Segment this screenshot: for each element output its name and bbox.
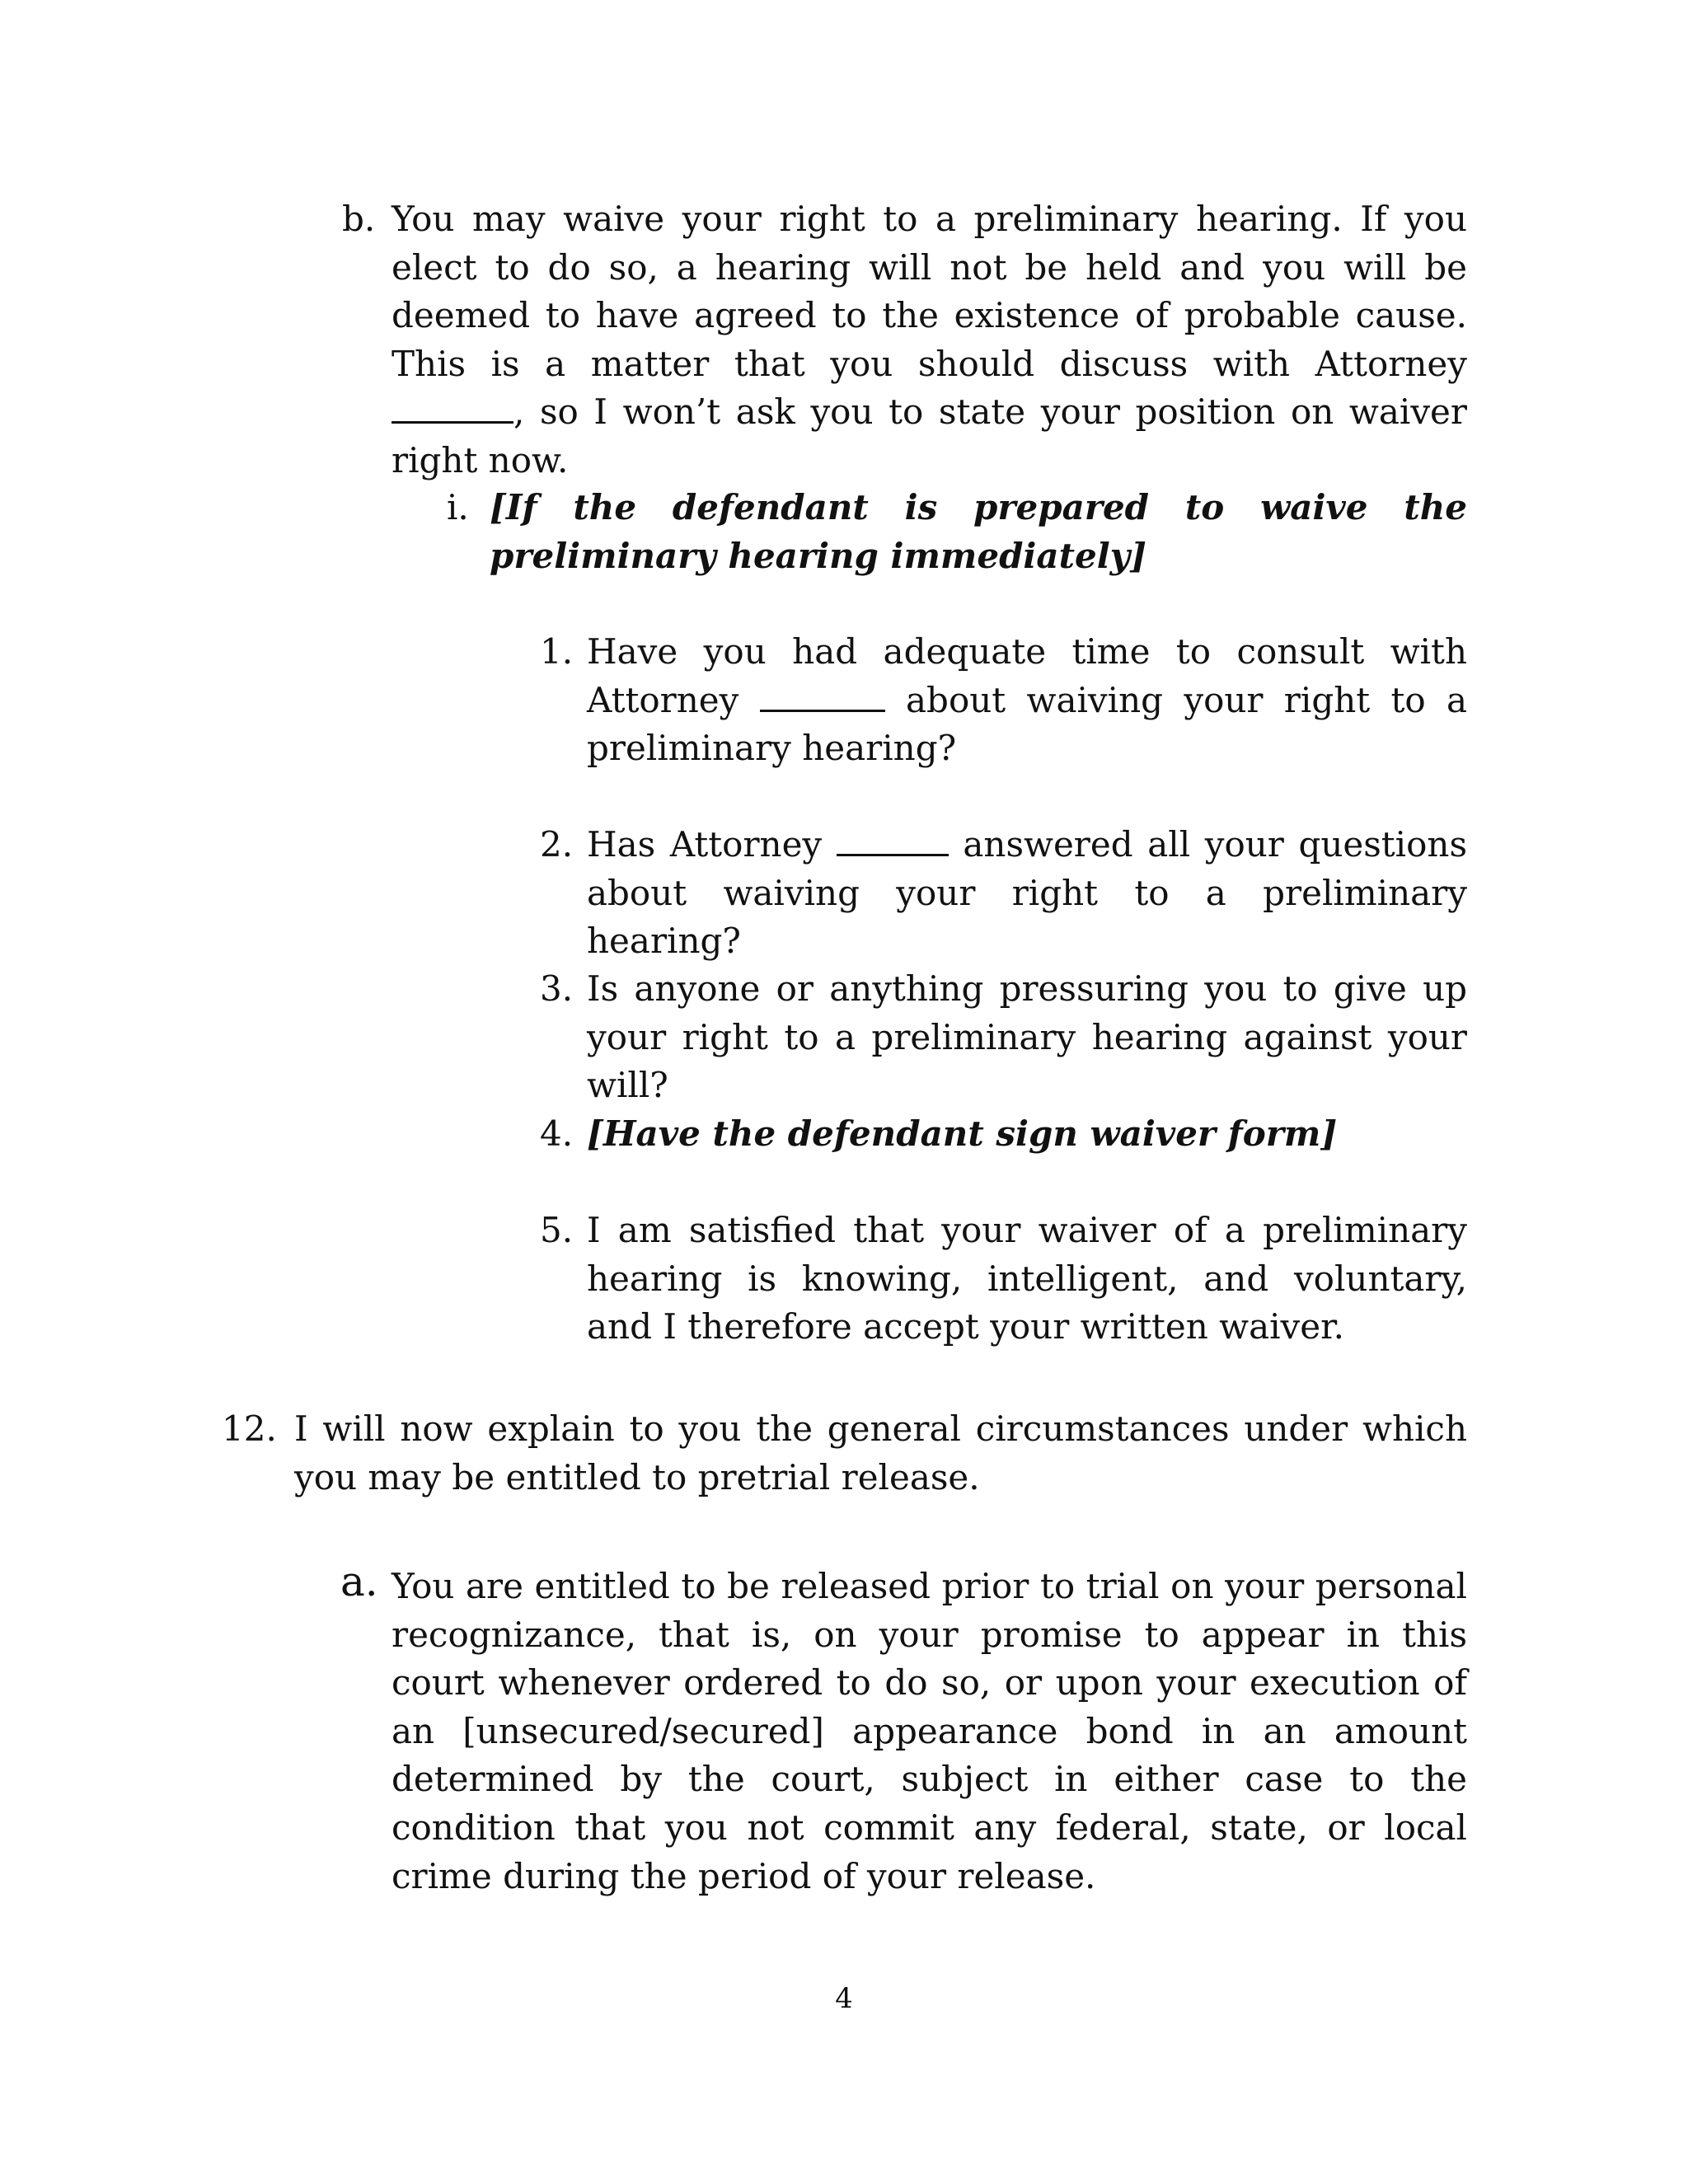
item-a-label: a. <box>340 1558 378 1605</box>
item-12-label: 12. <box>222 1408 277 1449</box>
question-4-label: 4. <box>540 1113 574 1154</box>
question-5-label: 5. <box>540 1210 574 1250</box>
question-3-label: 3. <box>540 968 574 1009</box>
item-i-instruction: [If the defendant is prepared to waive the preliminary hearing immediately] <box>490 487 1467 576</box>
item-b-text: You may waive your right to a preliminary hearing. If you elect to do so, a hearing will not be held and you will be deemed to have agreed to the existence of probable cause. This is a matter that you should discuss with Attorney , so I won’t ask you to state your position on waiver right now. <box>392 199 1467 480</box>
question-1-text: Have you had adequate time to consult with Attorney about waiving your right to a preliminary hearing? <box>587 631 1467 769</box>
item-i <box>447 484 1467 580</box>
item-a-text: You are entitled to be released prior to trial on your personal recognizance, that is, on your promise to appear in this court whenever ordered to do so, or upon your execution of an [unsecured/secured] appearance bond in an amount determined by the court, subject in either case to the condition that you not commit any federal, state, or local crime during the period of your release. <box>392 1566 1467 1896</box>
question-2 <box>540 821 1467 966</box>
item-a <box>340 1558 1467 1900</box>
question-4 <box>540 1110 1467 1159</box>
attorney-name-blank <box>760 680 885 712</box>
item-b-label: b. <box>342 199 376 239</box>
question-3 <box>540 965 1467 1110</box>
item-b <box>342 195 1467 485</box>
question-1 <box>540 628 1467 773</box>
question-5 <box>540 1207 1467 1352</box>
item-12-text: I will now explain to you the general circumstances under which you may be entitled to pretrial release. <box>294 1408 1467 1497</box>
question-5-text: I am satisfied that your waiver of a preliminary hearing is knowing, intelligent, and voluntary, and I therefore accept your written waiver. <box>587 1210 1467 1347</box>
item-i-label: i. <box>447 487 469 527</box>
question-1-label: 1. <box>540 631 574 672</box>
item-12 <box>222 1405 1467 1502</box>
question-3-text: Is anyone or anything pressuring you to give up your right to a preliminary hearing against your will? <box>587 968 1467 1106</box>
question-4-instruction: [Have the defendant sign waiver form] <box>587 1113 1338 1154</box>
question-2-label: 2. <box>540 824 574 865</box>
question-2-text: Has Attorney answered all your questions about waiving your right to a preliminary hearing? <box>587 824 1467 962</box>
page-number: 4 <box>835 1982 853 2015</box>
attorney-name-blank <box>837 824 949 856</box>
attorney-name-blank <box>392 391 513 424</box>
